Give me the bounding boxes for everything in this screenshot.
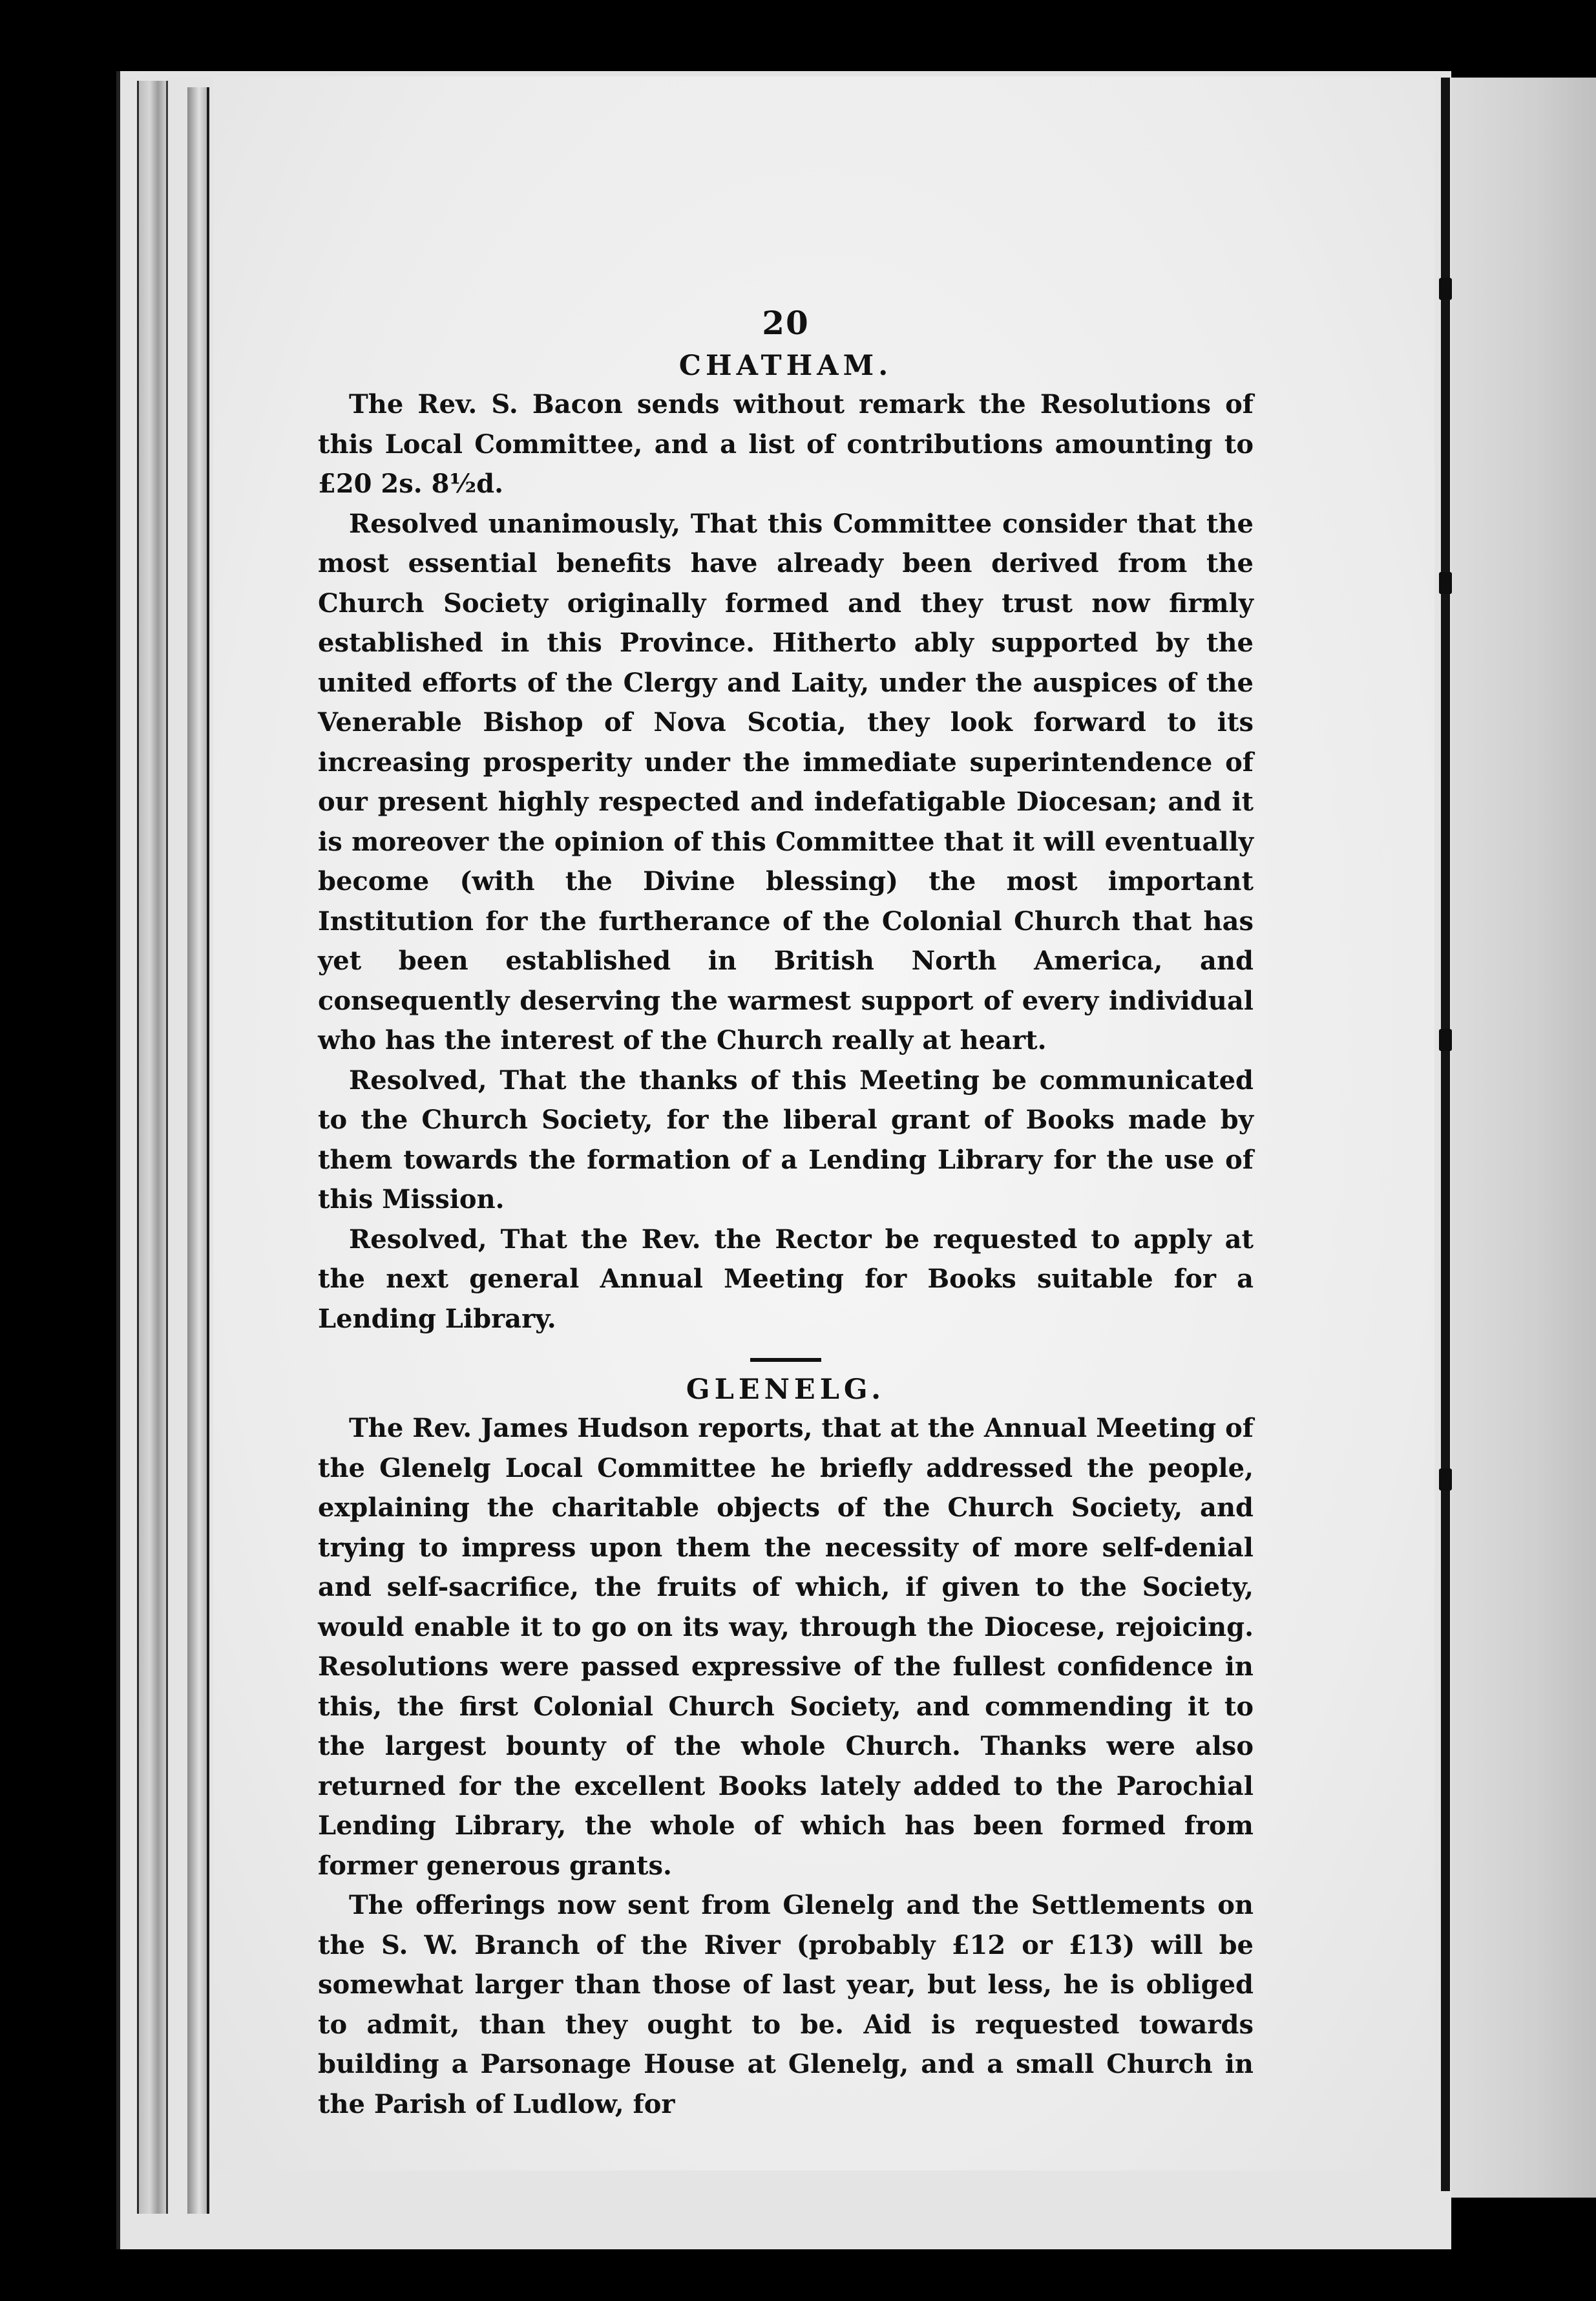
left-binding-edge [187,87,209,2214]
page-number: 20 [762,304,810,342]
binding-stitch [1439,572,1452,594]
paragraph: The Rev. S. Bacon sends without remark the Resolutions of this Local Committee, and a list of contributions amounting to £20 2s. 8½d. [318,389,1254,499]
paragraph: Resolved, That the thanks of this Meeting be communicated to the Church Society, for the liberal grant of Books made by them towards the formation of a Lending Library for the use of this Mission. [318,1065,1254,1214]
binding-stitch [1439,278,1452,300]
paragraph: The Rev. James Hudson reports, that at the Annual Meeting of the Glenelg Local Committee he briefly addressed the people, explaining the charitable objects of the Church Society, and trying to impress upon them the necessity of more self-denial and self-sacrifice, the fruits of which, if given to the Society, would enable it to go on its way, through the Diocese, rejoicing. Resolutions were passed expressive of the fullest confidence in this, the first Colonial Church Society, and commending it to the largest bounty of the whole Church. Thanks were also returned for the excellent Books lately added to the Parochial Lending Library, the whole of which has been formed from former generous grants. [318,1413,1254,1881]
right-page-edge [1451,78,1596,2198]
binding-stitch [1439,1469,1452,1490]
left-page-edges [137,81,168,2214]
section-chatham [318,350,1254,1339]
paragraph: Resolved unanimously, That this Committee consider that the most essential benefits have already been derived from the Church Society originally formed and they trust now firmly established in this Province. Hitherto ably supported by the united efforts of the Clergy and Laity, under the auspices of the Venerable Bishop of Nova Scotia, they look forward to its increasing prosperity under the immediate superintendence of our present highly respected and indefatigable Diocesan; and it is moreover the opinion of this Committee that it will eventually become (with the Divine blessing) the most important Institution for the furtherance of the Colonial Church that has yet been established in British North America, and consequently deserving the warmest support of every individual who has the interest of the Church really at heart. [318,508,1254,1055]
gutter-shadow [1441,78,1450,2191]
paragraph: Resolved, That the Rev. the Rector be requested to apply at the next general Annual Meeting for Books suitable for a Lending Library. [318,1224,1254,1334]
paragraph: The offerings now sent from Glenelg and the Settlements on the S. W. Branch of the River (probably £12 or £13) will be somewhat larger than those of last year, but less, he is obliged to admit, than they ought to be. Aid is requested towards building a Parsonage House at Glenelg, and a small Church in the Parish of Ludlow, for [318,1890,1254,2119]
page-text [318,304,1254,2124]
section-heading: GLENELG. [686,1373,886,1406]
section-divider [750,1358,821,1362]
section-heading: CHATHAM. [678,350,893,382]
binding-stitch [1439,1029,1452,1051]
section-glenelg [318,1373,1254,2124]
